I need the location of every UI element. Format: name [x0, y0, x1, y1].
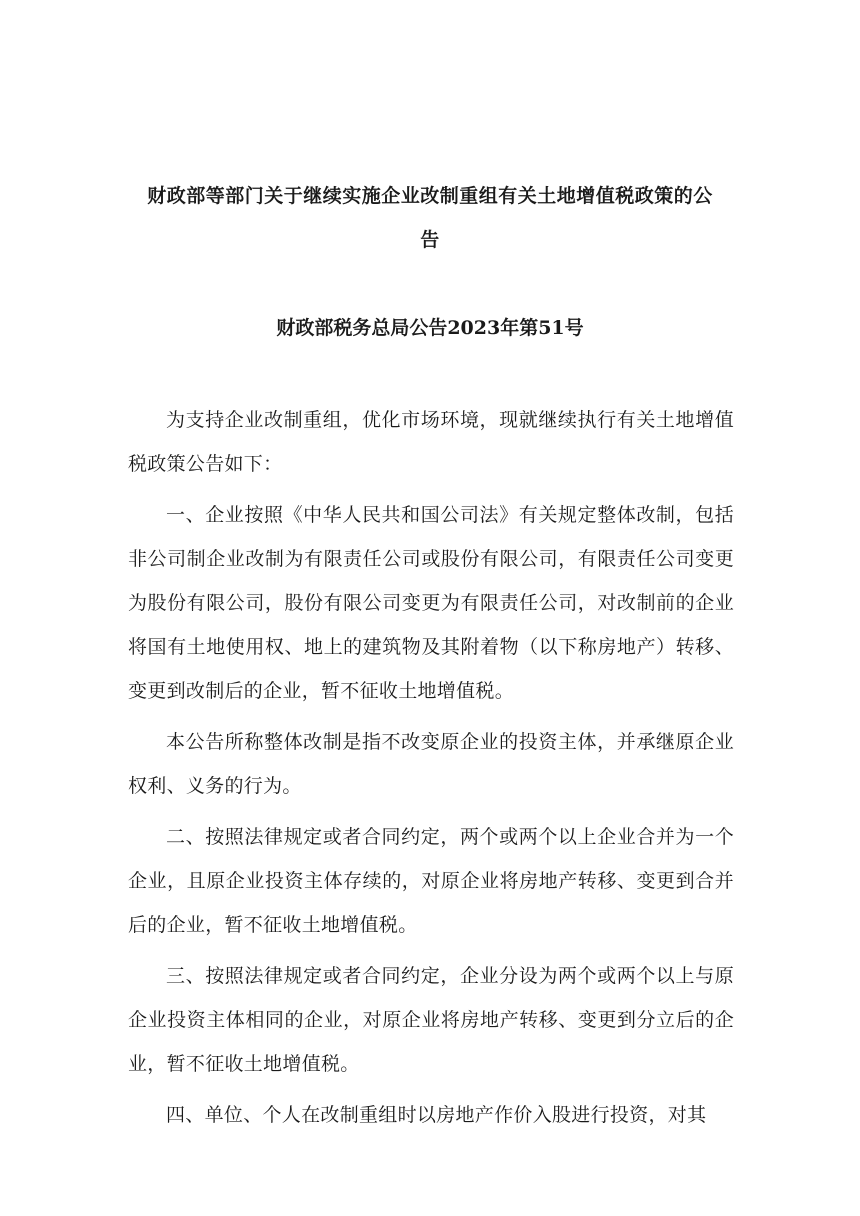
document-title-line-2: 告 — [420, 229, 440, 251]
announcement-number: 财政部税务总局公告2023年第51号 — [276, 317, 584, 339]
paragraph-definition: 本公告所称整体改制是指不改变原企业的投资主体，并承继原企业权利、义务的行为。 — [128, 731, 734, 797]
paragraph-article-3: 三、按照法律规定或者合同约定，企业分设为两个或两个以上与原企业投资主体相同的企业，对原企业将房地产转移、变更到分立后的企业，暂不征收土地增值税。 — [128, 965, 734, 1075]
paragraph-intro: 为支持企业改制重组，优化市场环境，现就继续执行有关土地增值税政策公告如下： — [128, 409, 734, 475]
paragraph-article-4: 四、单位、个人在改制重组时以房地产作价入股进行投资，对其 — [166, 1104, 707, 1126]
paragraph-article-2: 二、按照法律规定或者合同约定，两个或两个以上企业合并为一个企业，且原企业投资主体存续的，对原企业将房地产转移、变更到合并后的企业，暂不征收土地增值税。 — [128, 826, 734, 936]
paragraph-article-1: 一、企业按照《中华人民共和国公司法》有关规定整体改制，包括非公司制企业改制为有限责任公司或股份有限公司，有限责任公司变更为股份有限公司，股份有限公司变更为有限责任公司，对改制前的企业将国有土地使用权、地上的建筑物及其附着物（以下称房地产）转移、变更到改制后的企业，暂不征收土地增值税。 — [128, 504, 734, 702]
document-body — [128, 398, 734, 1144]
document-title-line-1: 财政部等部门关于继续实施企业改制重组有关土地增值税政策的公 — [147, 185, 713, 207]
